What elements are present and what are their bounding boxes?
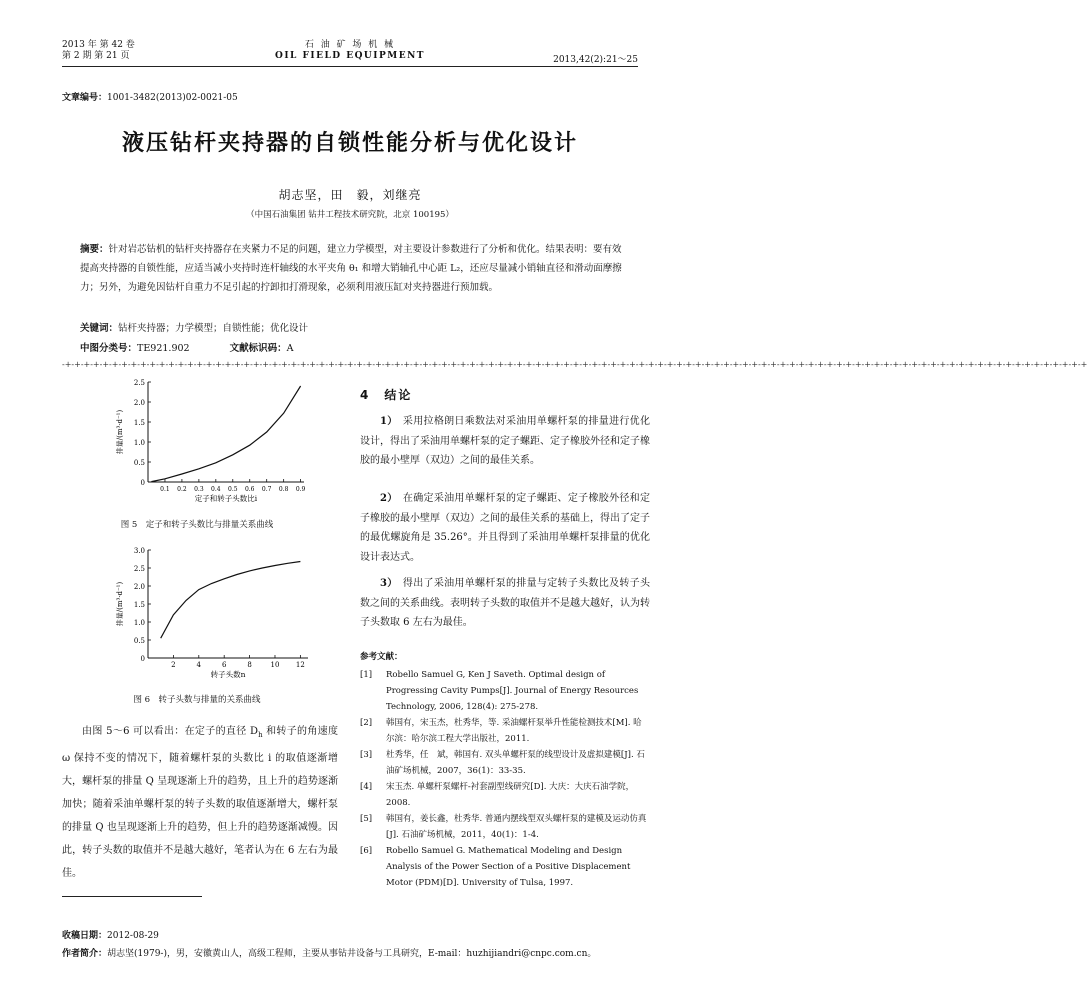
- classification: [80, 340, 628, 354]
- issue-period: 第 2 期 第 21 页: [62, 51, 130, 61]
- reference-text: 韩国有，宋玉杰，杜秀华，等. 采油螺杆泵举升性能检测技术[M]. 哈尔滨：哈尔滨工程大学出版社，2011.: [386, 718, 642, 744]
- article-number-value: 1001-3482(2013)02-0021-05: [107, 93, 238, 103]
- received-date: [62, 928, 159, 941]
- conclusion-item-number: 2）: [380, 493, 393, 504]
- reference-item: [360, 667, 650, 715]
- clc-value: TE921.902: [137, 343, 190, 354]
- x-tick-label: 0.4: [211, 486, 221, 493]
- x-tick-label: 12: [295, 661, 305, 669]
- header-rule: [62, 66, 638, 67]
- body-text-post: 和转子的角速度 ω 保持不变的情况下，随着螺杆泵的头数比 i 的取值逐渐增大，螺杆泵的排量 Q 呈现逐渐上升的趋势，且上升的趋势逐渐加快；随着采油单螺杆泵的转子头数的取值逐渐增大，螺杆泵的排量 Q 也呈现逐渐上升的趋势，但上升的趋势逐渐减慢。因此，转子头数的取值并不是越大越好，笔者认为在 6 左右为最佳。: [62, 726, 339, 879]
- doc-code-value: A: [286, 343, 294, 354]
- y-axis-label: 排量/(m³·d⁻¹): [116, 409, 124, 455]
- x-tick-label: 8: [247, 661, 252, 669]
- reference-item: [360, 747, 650, 779]
- journal-name-en: OIL FIELD EQUIPMENT: [274, 51, 425, 61]
- reference-item: [360, 779, 650, 811]
- article-number-label: 文章编号：: [62, 93, 108, 103]
- y-tick-label: 1.5: [133, 419, 145, 427]
- paper-title: 液压钻杆夹持器的自锁性能分析与优化设计: [121, 131, 578, 156]
- x-tick-label: 4: [196, 661, 202, 669]
- reference-item: [360, 843, 650, 891]
- figure-5-caption: 图 5 定子和转子头数比与排量关系曲线: [120, 520, 274, 530]
- author-intro-text: 胡志坚(1979-)，男，安徽黄山人，高级工程师，主要从事钻井设备与工具研究，E-mail：huzhijiandri@cnpc.com.cn。: [107, 949, 597, 959]
- figure-6-plot: [115, 547, 308, 679]
- keywords-text: 钻杆夹持器；力学模型；自锁性能；优化设计: [118, 323, 309, 334]
- x-tick-label: 0.5: [228, 486, 238, 493]
- body-text-sub: h: [258, 731, 263, 739]
- y-tick-label: 1.0: [133, 439, 145, 447]
- reference-number: [6]: [360, 846, 373, 856]
- author-intro-label: 作者简介：: [62, 949, 108, 959]
- y-tick-label: 2.0: [133, 399, 145, 407]
- y-tick-label: 0: [140, 479, 145, 487]
- reference-text: Robello Samuel G. Mathematical Modeling and Design Analysis of the Power Section of a Positive Displacement Motor (PDM)[D]. University of Tulsa, 1997.: [386, 846, 631, 888]
- y-tick-label: 0.5: [133, 459, 145, 467]
- received-value: 2012-08-29: [107, 931, 159, 941]
- x-tick-label: 0.7: [261, 486, 272, 493]
- journal-name-cn: 石 油 矿 场 机 械: [304, 40, 396, 50]
- body-text-pre: 由图 5～6 可以看出：在定子的直径 D: [82, 726, 259, 737]
- article-number: [62, 90, 238, 103]
- series-line: [161, 562, 301, 639]
- reference-text: 杜秀华，任 斌，韩国有. 双头单螺杆泵的线型设计及虚拟建模[J]. 石油矿场机械，2007，36(1)：33-35.: [386, 750, 645, 776]
- conclusion-heading: 4 结论: [360, 388, 413, 402]
- x-tick-label: 0.2: [177, 486, 187, 493]
- abstract: [80, 240, 628, 297]
- x-tick-label: 10: [270, 661, 280, 669]
- reference-list: [360, 667, 650, 891]
- conclusion-item-number: 3）: [380, 578, 393, 589]
- reference-number: [4]: [360, 782, 373, 792]
- reference-number: [5]: [360, 814, 373, 824]
- y-tick-label: 3.0: [133, 547, 145, 555]
- figure-6-caption: 图 6 转子头数与排量的关系曲线: [133, 695, 261, 705]
- y-tick-label: 1.0: [133, 619, 145, 627]
- x-tick-label: 0.1: [160, 486, 170, 493]
- keywords-label: 关键词：: [80, 323, 119, 334]
- y-tick-label: 2.5: [133, 565, 145, 573]
- section-separator: -+-+-+-+-+-+-+-+-+-+-+-+-+-+-+-+-+-+-+-+-+-+-+-+-+-+-+-+-+-+-+-+-+-+-+-+-+-+-+-+-+-+-+-+-+-+-+-+-+-+-+-+-+-+-+-+-+-+-+-+-+-+-+-+-+-+-+-+-+-+-+-+-+-+-+-+-+-+-+-+-+-+-+-+-+-+-+-+-+-+-+-+-+-+-+-+-+-+-+-+-+-+-+-+-+-+-+-+-+: [62, 360, 1087, 369]
- reference-number: [2]: [360, 718, 373, 728]
- conclusion-item-text: 采用拉格朗日乘数法对采油用单螺杆泵的排量进行优化设计，得出了采油用单螺杆泵的定子螺距、定子橡胶外径和定子橡胶的最小壁厚（双边）之间的最佳关系。: [360, 416, 650, 466]
- y-axis-label: 排量/(m³·d⁻¹): [116, 581, 124, 627]
- conclusion-item: [360, 412, 650, 471]
- author-intro: [62, 946, 596, 959]
- y-tick-label: 2.0: [133, 583, 145, 591]
- x-tick-label: 0.9: [295, 486, 306, 493]
- x-tick-label: 0.8: [278, 486, 289, 493]
- reference-item: [360, 715, 650, 747]
- x-axis-label: 转子头数n: [210, 670, 246, 679]
- reference-text: 宋玉杰. 单螺杆泵螺杆-衬套副型线研究[D]. 大庆：大庆石油学院，2008.: [386, 782, 635, 808]
- x-tick-label: 2: [171, 661, 176, 669]
- footnote-rule: [62, 896, 202, 897]
- series-line: [151, 386, 300, 482]
- keywords: [80, 320, 628, 334]
- abstract-text: 针对岩芯钻机的钻杆夹持器存在夹紧力不足的问题，建立力学模型，对主要设计参数进行了分析和优化。结果表明：要有效提高夹持器的自锁性能，应适当减小夹持时连杆轴线的水平夹角 θ₁ 和增大销轴孔中心距 L₂，还应尽量减小销轴直径和滑动面摩擦力；另外，为避免因钻杆自重力不足引起的拧卸扣打滑现象，必须利用液压缸对夹持器进行预加载。: [80, 244, 622, 293]
- author-affiliation: （中国石油集团 钻井工程技术研究院，北京 100195）: [246, 210, 454, 220]
- clc-label: 中图分类号：: [80, 343, 138, 354]
- figure-5-plot: [115, 379, 306, 503]
- conclusion-item-text: 得出了采油用单螺杆泵的排量与定转子头数比及转子头数之间的关系曲线。表明转子头数的取值并不是越大越好，认为转子头数取 6 左右为最佳。: [360, 578, 650, 628]
- abstract-label: 摘要：: [80, 244, 109, 255]
- x-axis-label: 定子和转子头数比i: [194, 494, 258, 503]
- doc-code-label: 文献标识码：: [229, 343, 287, 354]
- y-tick-label: 1.5: [133, 601, 145, 609]
- x-tick-label: 0.3: [194, 486, 204, 493]
- x-tick-label: 6: [221, 661, 227, 669]
- y-tick-label: 2.5: [133, 379, 145, 387]
- journal-citation: 2013,42(2):21～25: [553, 55, 638, 65]
- x-tick-label: 0.6: [244, 486, 255, 493]
- year-volume: 2013 年 第 42 卷: [62, 40, 135, 50]
- y-tick-label: 0: [140, 655, 145, 663]
- figure-5-chart: [62, 374, 362, 534]
- figure-6-chart: [62, 540, 362, 690]
- received-label: 收稿日期：: [62, 931, 108, 941]
- paper-authors: 胡志坚，田 毅，刘继亮: [278, 188, 422, 202]
- conclusion-item: [360, 574, 650, 633]
- conclusion-item-number: 1）: [380, 416, 393, 427]
- references-title: 参考文献：: [360, 652, 403, 662]
- reference-number: [3]: [360, 750, 373, 760]
- body-paragraph: [62, 720, 338, 885]
- reference-number: [1]: [360, 670, 373, 680]
- y-tick-label: 0.5: [133, 637, 145, 645]
- conclusion-item: [360, 489, 650, 567]
- reference-text: Robello Samuel G, Ken J Saveth. Optimal design of Progressing Cavity Pumps[J]. Journal of Energy Resources Technology, 2006, 128(4): 275-278.: [386, 670, 639, 712]
- reference-text: 韩国有，姜长鑫，杜秀华. 普通内摆线型双头螺杆泵的建模及运动仿真[J]. 石油矿场机械，2011，40(1)：1-4.: [386, 814, 647, 840]
- reference-item: [360, 811, 650, 843]
- conclusion-item-text: 在确定采油用单螺杆泵的定子螺距、定子橡胶外径和定子橡胶的最小壁厚（双边）之间的最佳关系的基础上，得出了定子的最优螺旋角是 35.26°。并且得到了采油用单螺杆泵排量的优化设计表达式。: [360, 493, 650, 563]
